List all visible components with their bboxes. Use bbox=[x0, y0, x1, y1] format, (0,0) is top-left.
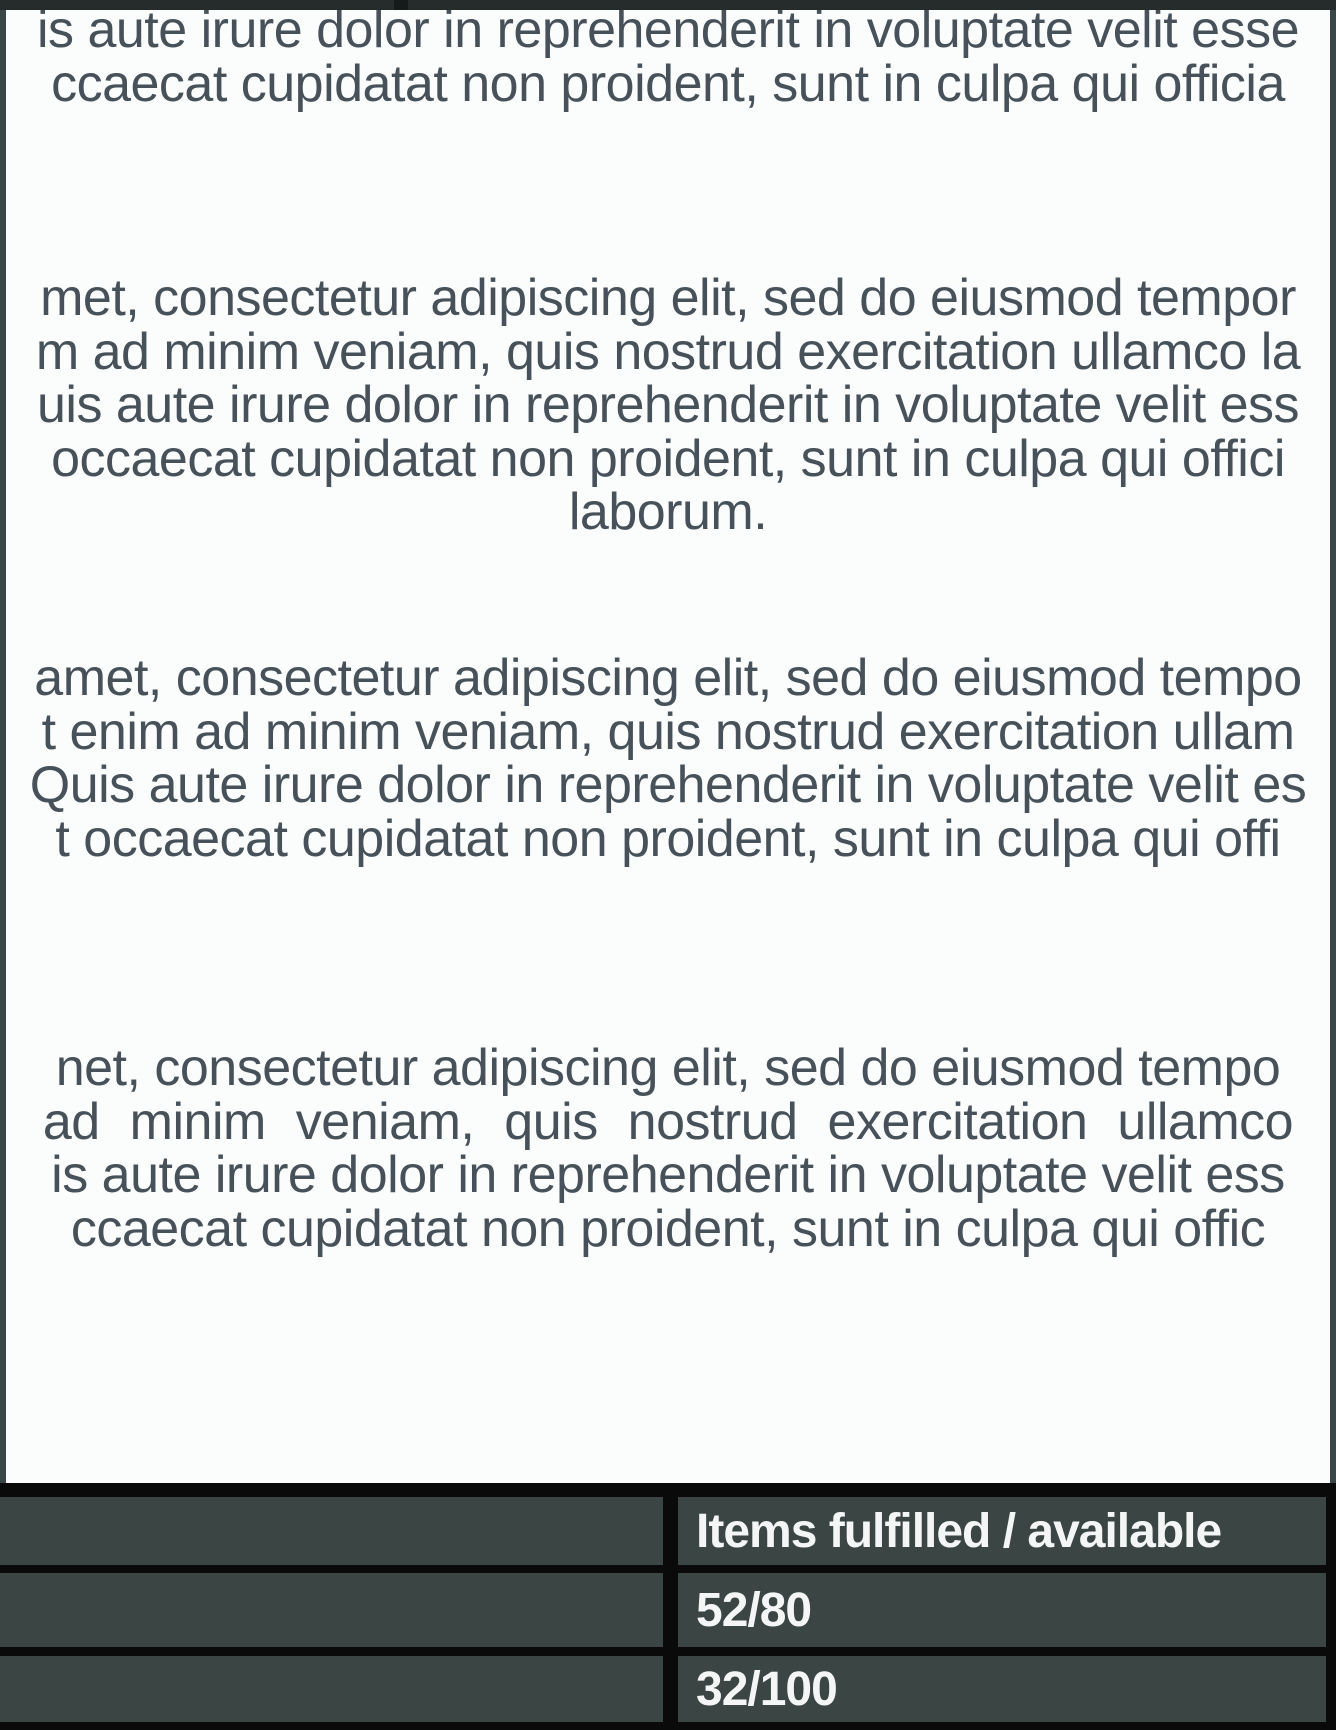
table-cell-empty bbox=[0, 1656, 663, 1722]
document-page bbox=[6, 10, 1330, 1483]
document-text-line: is aute irure dolor in reprehenderit in voluptate velit esse bbox=[36, 10, 1300, 59]
document-text-line: ad minim veniam, quis nostrud exercitation ullamco bbox=[42, 1092, 1294, 1151]
table-cell-value: 32/100 bbox=[696, 1662, 837, 1716]
document-text-line: m ad minim veniam, quis nostrud exercitation ullamco la bbox=[35, 322, 1301, 381]
table-header-cell-items bbox=[678, 1497, 1326, 1565]
document-text-line: net, consectetur adipiscing elit, sed do eiusmod tempo bbox=[55, 1039, 1281, 1097]
document-text-line: met, consectetur adipiscing elit, sed do eiusmod tempor bbox=[40, 269, 1296, 327]
table-cell-value: 52/80 bbox=[696, 1583, 812, 1637]
paragraph-block bbox=[6, 10, 1330, 111]
paragraph-block bbox=[6, 649, 1330, 868]
table-cell-empty bbox=[0, 1573, 663, 1647]
document-text-line: occaecat cupidatat non proident, sunt in culpa qui offici bbox=[51, 429, 1285, 488]
document-text-line: t occaecat cupidatat non proident, sunt in culpa qui offi bbox=[55, 809, 1281, 868]
document-text-line: is aute irure dolor in reprehenderit in voluptate velit ess bbox=[51, 1146, 1285, 1204]
document-text-line: ccaecat cupidatat non proident, sunt in culpa qui offic bbox=[70, 1199, 1266, 1258]
table-row bbox=[678, 1656, 1326, 1722]
paragraph-block bbox=[6, 1039, 1330, 1258]
table-row bbox=[678, 1573, 1326, 1647]
table-header-cell-empty bbox=[0, 1497, 663, 1565]
table-header-label: Items fulfilled / available bbox=[696, 1504, 1222, 1558]
summary-table bbox=[0, 1483, 1336, 1730]
document-text-line: amet, consectetur adipiscing elit, sed do eiusmod tempo bbox=[34, 649, 1302, 707]
paragraph-block bbox=[6, 269, 1330, 541]
document-text-line: ccaecat cupidatat non proident, sunt in culpa qui officia bbox=[51, 54, 1285, 113]
document-text-line: Quis aute irure dolor in reprehenderit in voluptate velit es bbox=[29, 756, 1307, 814]
cut-off-element-top-bar bbox=[0, 0, 1336, 10]
document-text-line: laborum. bbox=[568, 483, 768, 541]
document-text-line: uis aute irure dolor in reprehenderit in voluptate velit ess bbox=[36, 376, 1300, 434]
document-text-line: t enim ad minim veniam, quis nostrud exercitation ullam bbox=[41, 702, 1295, 761]
